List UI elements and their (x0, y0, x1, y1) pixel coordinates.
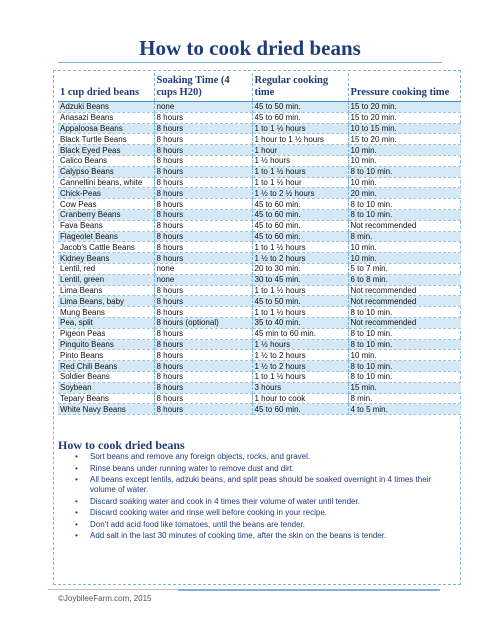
cell-regular-time: 45 to 50 min. (252, 296, 348, 307)
footer-rule-right (178, 589, 440, 591)
cell-pressure-time: Not recommended (348, 296, 461, 307)
table-row (58, 382, 461, 393)
table-body (58, 102, 461, 415)
table-row (58, 220, 461, 231)
cell-pressure-time: 10 min. (348, 242, 461, 253)
table-row (58, 393, 461, 404)
instruction-step (58, 531, 458, 541)
cell-bean: Jacob's Cattle Beans (58, 242, 154, 253)
instruction-step-text: Discard soaking water and cook in 4 times their volume of water until tender. (90, 496, 360, 506)
cell-pressure-time: 8 to 10 min. (348, 339, 461, 350)
cell-pressure-time: 15 to 20 min. (348, 134, 461, 145)
header-pressure-cooking-time: Pressure cooking time (348, 73, 461, 102)
instruction-step-text: Sort beans and remove any foreign objects, rocks, and gravel. (90, 452, 311, 461)
cell-soaking-time: 8 hours (154, 188, 252, 199)
cell-bean: Cow Peas (58, 199, 154, 210)
cell-regular-time: 1 ½ hours (252, 339, 348, 350)
cell-soaking-time: 8 hours (154, 134, 252, 145)
cell-pressure-time: 8 to 10 min. (348, 371, 461, 382)
cell-pressure-time: 8 to 10 min. (348, 166, 461, 177)
footer-rule-left (48, 589, 178, 590)
table-row (58, 209, 461, 220)
cell-pressure-time: 6 to 8 min. (348, 274, 461, 285)
cell-regular-time: 3 hours (252, 382, 348, 393)
table-row (58, 253, 461, 264)
cell-soaking-time: 8 hours (154, 350, 252, 361)
cell-soaking-time: 8 hours (154, 328, 252, 339)
instruction-step-text: Add salt in the last 30 minutes of cooking time, after the skin on the beans is tender. (90, 531, 387, 540)
cell-soaking-time: 8 hours (154, 220, 252, 231)
cell-bean: Adzuki Beans (58, 102, 154, 113)
cell-pressure-time: 10 min. (348, 155, 461, 166)
cell-soaking-time: 8 hours (154, 371, 252, 382)
cell-soaking-time: 8 hours (154, 285, 252, 296)
cell-bean: Anasazi Beans (58, 112, 154, 123)
table-row (58, 102, 461, 113)
instruction-step (58, 520, 458, 530)
cell-soaking-time: 8 hours (154, 382, 252, 393)
bullet-icon: • (75, 452, 78, 461)
cell-regular-time: 45 to 60 min. (252, 231, 348, 242)
table-row (58, 350, 461, 361)
table-row (58, 188, 461, 199)
cell-regular-time: 1 ½ to 2 hours (252, 350, 348, 361)
cell-soaking-time: 8 hours (154, 231, 252, 242)
cell-bean: Lima Beans (58, 285, 154, 296)
bean-cooking-table (58, 73, 461, 415)
cell-pressure-time: Not recommended (348, 285, 461, 296)
cell-bean: Cranberry Beans (58, 209, 154, 220)
cell-regular-time: 1 ½ hours (252, 155, 348, 166)
table-row (58, 371, 461, 382)
cell-soaking-time: 8 hours (154, 199, 252, 210)
instruction-step-text: Don't add acid food like tomatoes, until the beans are tender. (90, 519, 305, 529)
cell-pressure-time: 8 min. (348, 393, 461, 404)
table-row (58, 317, 461, 328)
cell-soaking-time: 8 hours (154, 177, 252, 188)
cell-regular-time: 45 to 60 min. (252, 404, 348, 415)
cell-regular-time: 1 hour (252, 145, 348, 156)
cell-bean: Soldier Beans (58, 371, 154, 382)
instruction-step (58, 508, 458, 518)
cell-bean: Cannellini beans, white (58, 177, 154, 188)
cell-bean: Black Turtle Beans (58, 134, 154, 145)
table-row (58, 296, 461, 307)
cell-regular-time: 1 to 1 ½ hours (252, 242, 348, 253)
instructions-list (58, 452, 458, 543)
table-row (58, 285, 461, 296)
bullet-icon: • (75, 496, 78, 506)
cell-pressure-time: 4 to 5 min. (348, 404, 461, 415)
table-row (58, 263, 461, 274)
table-row (58, 274, 461, 285)
cell-bean: Appaloosa Beans (58, 123, 154, 134)
cell-regular-time: 45 to 60 min. (252, 112, 348, 123)
copyright-credit: ©JoybileeFarm.com, 2015 (58, 594, 152, 603)
cell-soaking-time: 8 hours (154, 296, 252, 307)
table-row (58, 166, 461, 177)
cell-bean: Fava Beans (58, 220, 154, 231)
cell-regular-time: 20 to 30 min. (252, 263, 348, 274)
cell-soaking-time: 8 hours (154, 393, 252, 404)
cell-pressure-time: Not recommended (348, 220, 461, 231)
cell-soaking-time: 8 hours (154, 242, 252, 253)
cell-regular-time: 1 to 1 ½ hour (252, 177, 348, 188)
bullet-icon: • (75, 508, 78, 517)
instruction-step (58, 464, 458, 474)
cell-soaking-time: 8 hours (154, 253, 252, 264)
cell-soaking-time: 8 hours (154, 307, 252, 318)
cell-regular-time: 1 to 1 ½ hours (252, 166, 348, 177)
cell-pressure-time: Not recommended (348, 317, 461, 328)
cell-soaking-time: 8 hours (154, 339, 252, 350)
cell-soaking-time: 8 hours (optional) (154, 317, 252, 328)
cell-pressure-time: 8 to 10 min. (348, 199, 461, 210)
page-title: How to cook dried beans (139, 36, 361, 60)
cell-soaking-time: 8 hours (154, 155, 252, 166)
cell-soaking-time: 8 hours (154, 112, 252, 123)
cell-soaking-time: none (154, 263, 252, 274)
cell-pressure-time: 5 to 7 min. (348, 263, 461, 274)
table-row (58, 112, 461, 123)
cell-pressure-time: 8 to 10 min. (348, 209, 461, 220)
cell-regular-time: 1 ½ to 2 hours (252, 361, 348, 372)
cell-bean: Tepary Beans (58, 393, 154, 404)
cell-regular-time: 45 to 50 min. (252, 102, 348, 113)
cell-regular-time: 1 ½ to 2 hours (252, 253, 348, 264)
cell-regular-time: 45 min to 60 min. (252, 328, 348, 339)
cell-pressure-time: 15 to 20 min. (348, 102, 461, 113)
bullet-icon: • (75, 531, 78, 540)
table-header-row (58, 73, 461, 102)
cell-bean: Red Chili Beans (58, 361, 154, 372)
instruction-step (58, 452, 458, 462)
cell-pressure-time: 15 min. (348, 382, 461, 393)
table-row (58, 361, 461, 372)
cell-soaking-time: 8 hours (154, 123, 252, 134)
cell-pressure-time: 15 to 20 min. (348, 112, 461, 123)
cell-pressure-time: 8 to 10 min. (348, 328, 461, 339)
cell-bean: Pinto Beans (58, 350, 154, 361)
cell-bean: Flageolet Beans (58, 231, 154, 242)
table-row (58, 199, 461, 210)
cell-bean: Soybean (58, 382, 154, 393)
cell-soaking-time: 8 hours (154, 209, 252, 220)
cell-soaking-time: 8 hours (154, 145, 252, 156)
cell-regular-time: 30 to 45 min. (252, 274, 348, 285)
cell-bean: Lentil, red (58, 263, 154, 274)
bullet-icon: • (75, 519, 78, 529)
header-regular-cooking-time: Regular cooking time (252, 73, 348, 102)
cell-pressure-time: 10 min. (348, 350, 461, 361)
cell-pressure-time: 10 to 15 min. (348, 123, 461, 134)
cell-regular-time: 45 to 60 min. (252, 199, 348, 210)
cell-regular-time: 1 to 1 ½ hours (252, 285, 348, 296)
cell-regular-time: 1 to 1 ½ hours (252, 123, 348, 134)
bullet-icon: • (75, 463, 78, 473)
header-bean: 1 cup dried beans (58, 73, 154, 102)
cell-soaking-time: none (154, 102, 252, 113)
cell-bean: Calico Beans (58, 155, 154, 166)
table-row (58, 145, 461, 156)
table-row (58, 177, 461, 188)
title-underline (58, 62, 442, 63)
cell-bean: Lima Beans, baby (58, 296, 154, 307)
instruction-step-text: Rinse beans under running water to remove dust and dirt. (90, 463, 295, 473)
cell-regular-time: 45 to 60 min. (252, 209, 348, 220)
cell-pressure-time: 8 to 10 min. (348, 307, 461, 318)
table-row (58, 339, 461, 350)
cell-soaking-time: 8 hours (154, 361, 252, 372)
cell-regular-time: 35 to 40 min. (252, 317, 348, 328)
cell-pressure-time: 20 min. (348, 188, 461, 199)
table-row (58, 404, 461, 415)
cell-regular-time: 1 to 1 ½ hours (252, 371, 348, 382)
cell-bean: White Navy Beans (58, 404, 154, 415)
table-row (58, 155, 461, 166)
cell-bean: Mung Beans (58, 307, 154, 318)
cell-bean: Lentil, green (58, 274, 154, 285)
cell-regular-time: 1 to 1 ½ hours (252, 307, 348, 318)
cell-regular-time: 45 to 60 min. (252, 220, 348, 231)
header-soaking-time: Soaking Time (4 cups H20) (154, 73, 252, 102)
bullet-icon: • (75, 475, 78, 484)
cell-bean: Black Eyed Peas (58, 145, 154, 156)
instruction-step-text: Discard cooking water and rinse well before cooking in your recipe. (90, 508, 328, 517)
cell-bean: Chick-Peas (58, 188, 154, 199)
cell-bean: Pea, split (58, 317, 154, 328)
table-row (58, 307, 461, 318)
table-row (58, 242, 461, 253)
cell-pressure-time: 8 min. (348, 231, 461, 242)
instruction-step (58, 475, 458, 495)
cell-soaking-time: none (154, 274, 252, 285)
cell-pressure-time: 10 min. (348, 145, 461, 156)
cell-bean: Pinquito Beans (58, 339, 154, 350)
cell-soaking-time: 8 hours (154, 166, 252, 177)
cell-regular-time: 1 hour to 1 ½ hours (252, 134, 348, 145)
instruction-step-text: All beans except lentils, adzuki beans, and split peas should be soaked overnight in 4 times their volume of water. (90, 475, 432, 494)
instruction-step (58, 497, 458, 507)
table-row (58, 123, 461, 134)
table-row (58, 134, 461, 145)
cell-bean: Pigeon Peas (58, 328, 154, 339)
cell-bean: Calypso Beans (58, 166, 154, 177)
cell-soaking-time: 8 hours (154, 404, 252, 415)
cell-regular-time: 1 hour to cook (252, 393, 348, 404)
cell-regular-time: 1 ½ to 2 ½ hours (252, 188, 348, 199)
cell-pressure-time: 8 to 10 min. (348, 361, 461, 372)
instructions-title: How to cook dried beans (58, 438, 185, 452)
cell-bean: Kidney Beans (58, 253, 154, 264)
table-row (58, 328, 461, 339)
table-row (58, 231, 461, 242)
cell-pressure-time: 10 min. (348, 253, 461, 264)
cell-pressure-time: 10 min. (348, 177, 461, 188)
